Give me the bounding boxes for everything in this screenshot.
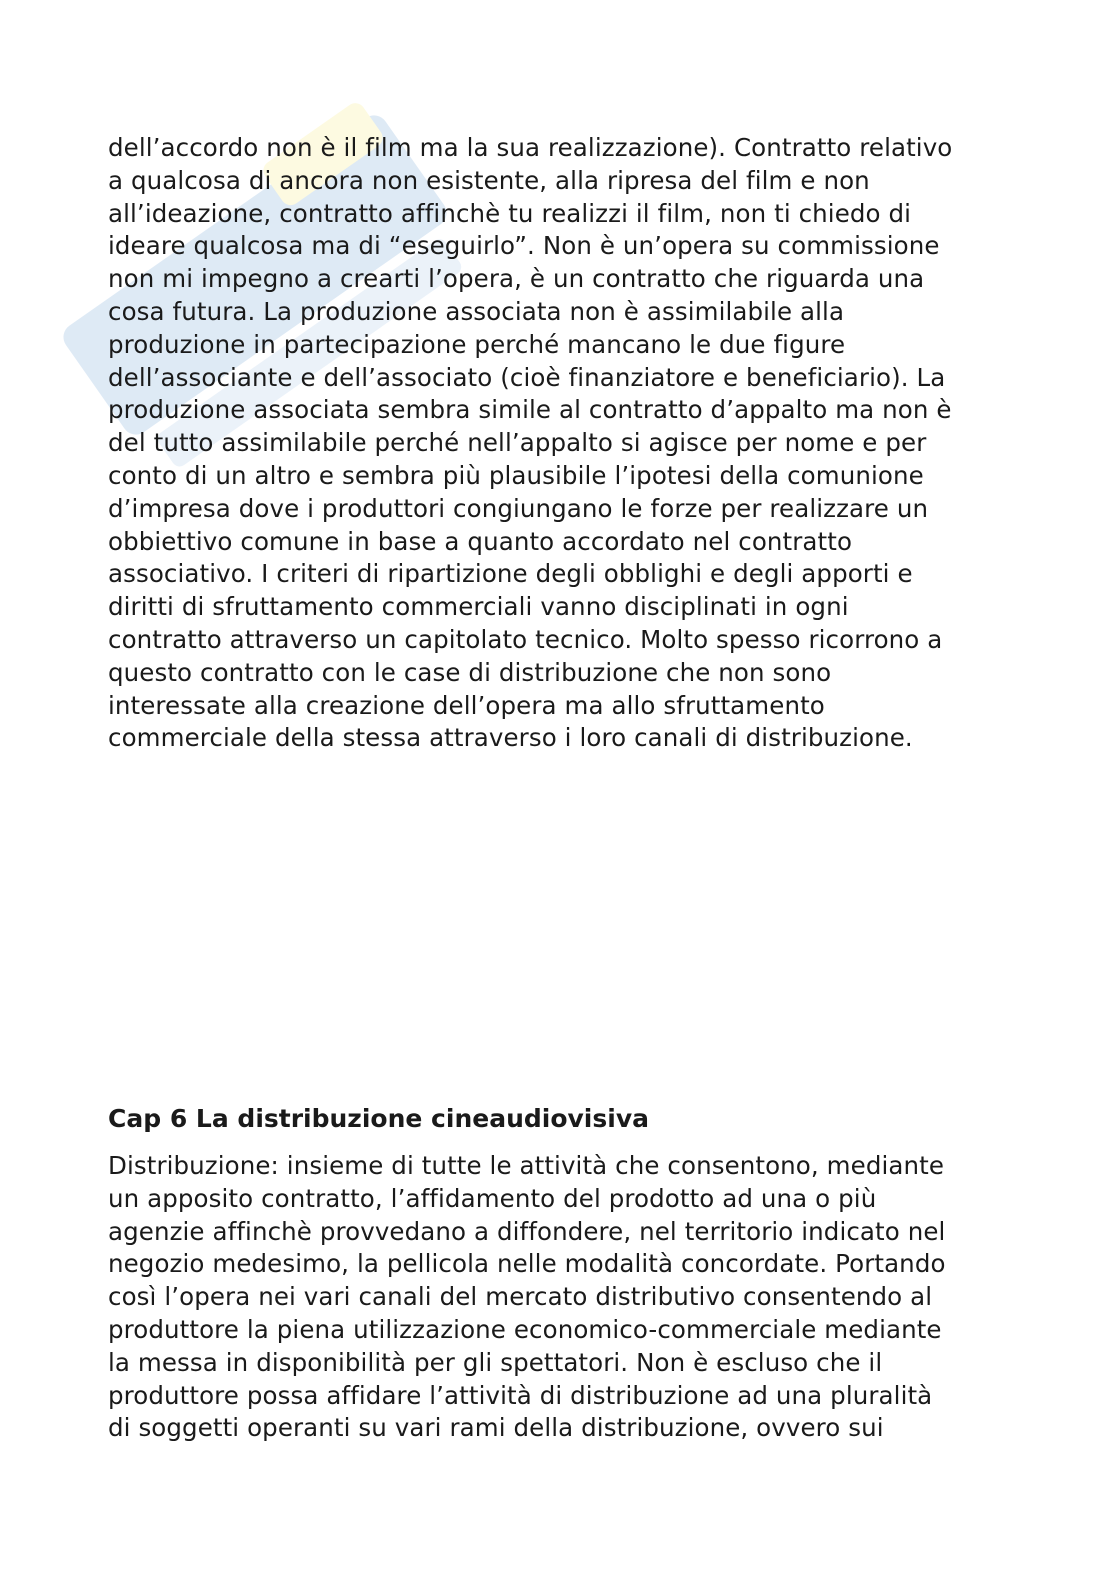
text-line: conto di un altro e sembra più plausibile l’ipotesi della comunione [108,460,924,490]
text-line: non mi impegno a crearti l’opera, è un contratto che riguarda una [108,264,925,294]
text-line: di soggetti operanti su vari rami della distribuzione, ovvero sui [108,1413,884,1443]
text-line: associativo. I criteri di ripartizione degli obblighi e degli apporti e [108,559,913,589]
text-line: un apposito contratto, l’affidamento del prodotto ad una o più [108,1183,877,1213]
text-line: produzione associata sembra simile al contratto d’appalto ma non è [108,395,952,425]
text-line: dell’associante e dell’associato (cioè finanziatore e beneficiario). La [108,362,946,392]
text-line: produttore possa affidare l’attività di distribuzione ad una pluralità [108,1380,933,1410]
text-line: d’impresa dove i produttori congiungano le forze per realizzare un [108,493,929,523]
chapter-heading: Cap 6 La distribuzione cineaudiovisiva [108,1104,649,1133]
text-line: del tutto assimilabile perché nell’appalto si agisce per nome e per [108,428,927,458]
text-line: agenzie affinchè provvedano a diffondere, nel territorio indicato nel [108,1216,946,1246]
text-line: obbiettivo comune in base a quanto accordato nel contratto [108,526,853,556]
text-line: questo contratto con le case di distribuzione che non sono [108,657,832,687]
text-line: diritti di sfruttamento commerciali vanno disciplinati in ogni [108,592,849,622]
text-line: così l’opera nei vari canali del mercato distributivo consentendo al [108,1282,933,1312]
body-paragraph [108,1150,1008,1445]
text-line: ideare qualcosa ma di “eseguirlo”. Non è un’opera su commissione [108,231,940,261]
text-line: produzione in partecipazione perché mancano le due figure [108,329,846,359]
text-line: interessate alla creazione dell’opera ma allo sfruttamento [108,690,825,720]
text-line: contratto attraverso un capitolato tecnico. Molto spesso ricorrono a [108,624,943,654]
text-line: dell’accordo non è il film ma la sua realizzazione). Contratto relativo [108,133,953,162]
text-line: cosa futura. La produzione associata non è assimilabile alla [108,296,845,326]
text-line: la messa in disponibilità per gli spettatori. Non è escluso che il [108,1347,883,1377]
text-line: Distribuzione: insieme di tutte le attività che consentono, mediante [108,1151,944,1180]
text-line: a qualcosa di ancora non esistente, alla ripresa del film e non [108,165,870,195]
text-line: all’ideazione, contratto affinchè tu realizzi il film, non ti chiedo di [108,198,912,228]
text-line: commerciale della stessa attraverso i loro canali di distribuzione. [108,723,913,753]
text-line: negozio medesimo, la pellicola nelle modalità concordate. Portando [108,1249,946,1279]
body-paragraph [108,132,1008,755]
text-line: produttore la piena utilizzazione economico-commerciale mediante [108,1314,942,1344]
